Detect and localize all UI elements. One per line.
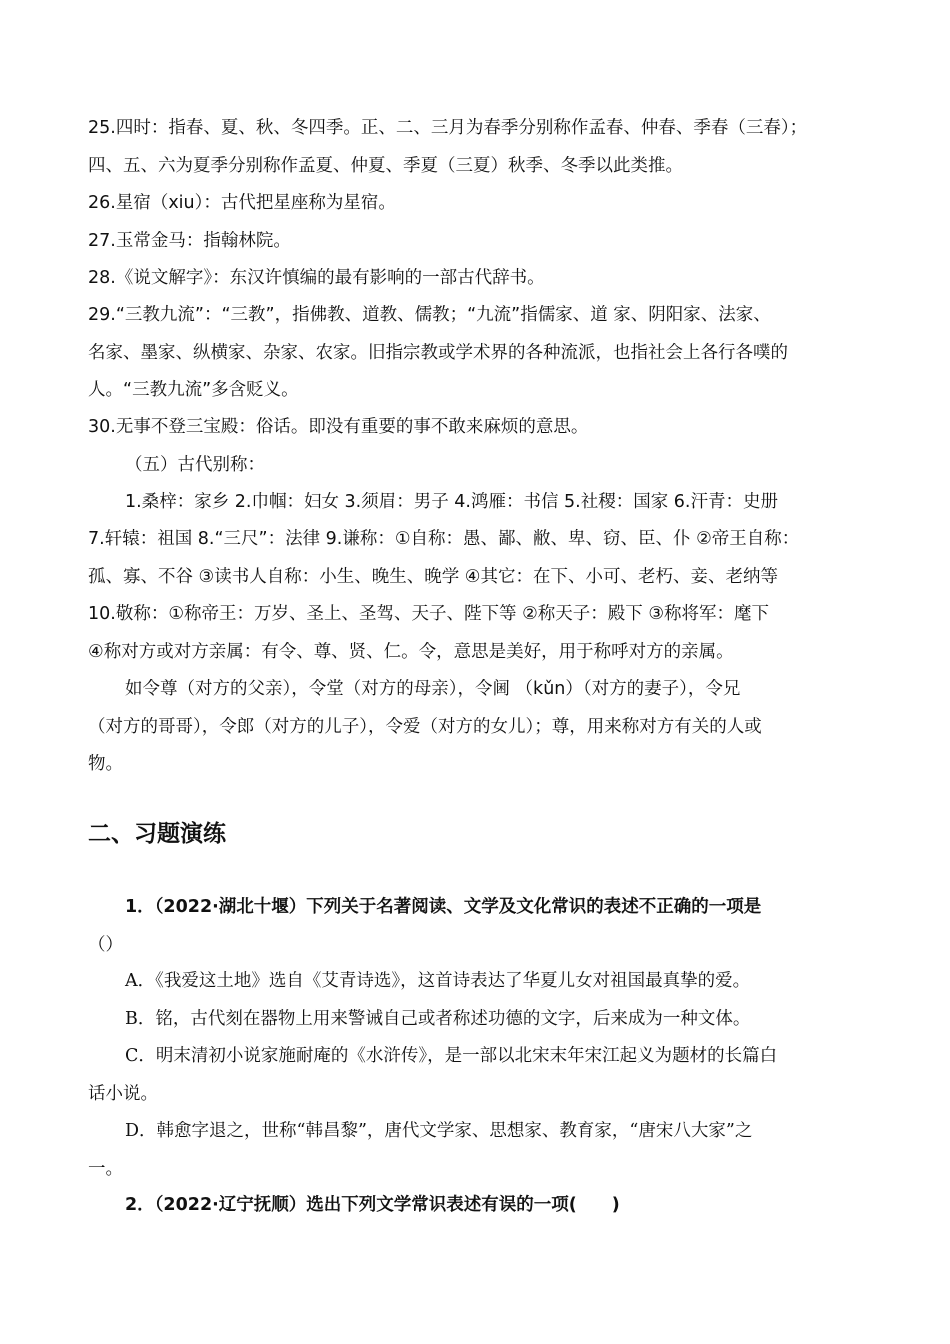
text-line-28: 28.《说文解字》：东汉许慎编的最有影响的一部古代辞书。	[88, 268, 545, 288]
question-1-option-d: D．韩愈字退之，世称“韩昌黎”，唐代文学家、思想家、教育家，“唐宋八大家”之	[125, 1121, 753, 1141]
example-line-2: （对方的哥哥），令郎（对方的儿子），令爱（对方的女儿）；尊，用来称对方有关的人或	[88, 717, 762, 737]
question-1-blank: （）	[88, 935, 123, 955]
question-2-stem: 2．（2022·辽宁抚顺）选出下列文学常识表述有误的一项( )	[125, 1195, 620, 1215]
question-1-option-a: A．《我爱这土地》选自《艾青诗选》，这首诗表达了华夏儿女对祖国最真挚的爱。	[125, 971, 751, 991]
text-line-25a: 25.四时：指春、夏、秋、冬四季。正、二、三月为春季分别称作孟春、仲春、季春（三春）；	[88, 118, 808, 138]
alias-line-5: ④称对方或对方亲属：有令、尊、贤、仁。令，意思是美好，用于称呼对方的亲属。	[88, 642, 734, 662]
alias-line-1: 1.桑梓：家乡 2.巾帼：妇女 3.须眉：男子 4.鸿雁：书信 5.社稷：国家 6.汗青：史册	[125, 492, 778, 512]
text-line-26: 26.星宿（xiu）：古代把星座称为星宿。	[88, 193, 396, 213]
alias-line-4: 10.敬称：①称帝王：万岁、圣上、圣驾、天子、陛下等 ②称天子：殿下 ③称将军：麾下	[88, 604, 770, 624]
example-line-1: 如令尊（对方的父亲），令堂（对方的母亲），令阃 （kǔn）（对方的妻子），令兄	[125, 679, 741, 699]
example-line-3: 物。	[88, 754, 123, 774]
text-line-29c: 人。“三教九流”多含贬义。	[88, 380, 299, 400]
question-1-option-b: B．铭，古代刻在器物上用来警诫自己或者称述功德的文字，后来成为一种文体。	[125, 1009, 751, 1029]
alias-line-2: 7.轩辕：祖国 8.“三尺”：法律 9.谦称：①自称：愚、鄙、敝、卑、窃、臣、仆 ②帝王自称：	[88, 529, 800, 549]
text-line-27: 27.玉常金马：指翰林院。	[88, 231, 291, 251]
text-line-29b: 名家、墨家、纵横家、杂家、农家。旧指宗教或学术界的各种流派，也指社会上各行各噗的	[88, 343, 788, 363]
text-line-25b: 四、五、六为夏季分别称作孟夏、仲夏、季夏（三夏）秋季、冬季以此类推。	[88, 156, 683, 176]
text-line-29a: 29.“三教九流”：“三教”，指佛教、道教、儒教；“九流”指儒家、道 家、阴阳家、法家、	[88, 305, 771, 325]
text-line-30: 30.无事不登三宝殿：俗话。即没有重要的事不敢来麻烦的意思。	[88, 417, 589, 437]
section-heading-exercises: 二、习题演练	[88, 821, 226, 847]
alias-line-3: 孤、寡、不谷 ③读书人自称：小生、晚生、晚学 ④其它：在下、小可、老朽、妾、老纳等	[88, 567, 778, 587]
subheading-ancient-aliases: （五）古代别称：	[125, 455, 265, 475]
question-1-option-c: C．明末清初小说家施耐庵的《水浒传》，是一部以北宋末年宋江起义为题材的长篇白	[125, 1046, 778, 1066]
question-1-stem: 1．（2022·湖北十堰）下列关于名著阅读、文学及文化常识的表述不正确的一项是	[125, 897, 762, 917]
question-1-option-d-cont: 一。	[88, 1159, 123, 1179]
question-1-option-c-cont: 话小说。	[88, 1084, 158, 1104]
